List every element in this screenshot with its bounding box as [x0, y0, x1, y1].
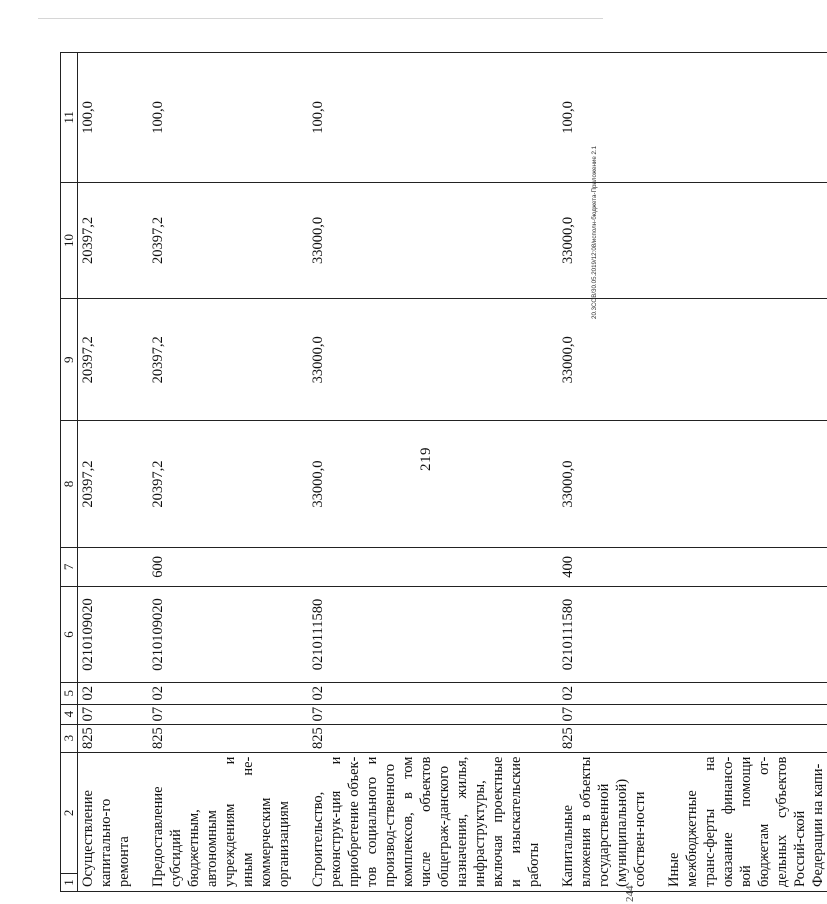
cell-col-8: [649, 421, 827, 547]
cell-col-5: 02: [293, 682, 543, 704]
cell-col-7: [293, 547, 543, 587]
page-number: 219: [418, 447, 434, 471]
cell-col-9: [649, 299, 827, 421]
budget-table: [60, 52, 827, 892]
cell-col-5: 02: [133, 682, 293, 704]
cell-col-7: 400: [543, 547, 649, 587]
row-name: Капитальные вложения в объекты государственной (муниципальной) собствен-ности: [543, 752, 649, 891]
col-header-11: 11: [61, 53, 78, 183]
cell-col-7: [78, 547, 134, 587]
table-row: [649, 53, 827, 892]
cell-col-8: 20397,2: [78, 421, 134, 547]
cell-col-4: [649, 704, 827, 724]
cell-col-5: 02: [78, 682, 134, 704]
cell-col-11: 100,0: [293, 53, 543, 183]
cell-col-8: 33000,0: [543, 421, 649, 547]
cell-col-6: 0210109020: [133, 587, 293, 683]
col-header-3: 3: [61, 724, 78, 752]
bottom-page-number: 244: [624, 885, 636, 902]
cell-col-10: 33000,0: [543, 182, 649, 298]
cell-col-3: 825: [133, 724, 293, 752]
cell-col-8: 20397,2: [133, 421, 293, 547]
cell-col-9: 20397,2: [133, 299, 293, 421]
cell-col-7: [649, 547, 827, 587]
column-numbers-row: [61, 53, 78, 892]
cell-col-4: 07: [78, 704, 134, 724]
cell-col-5: 02: [543, 682, 649, 704]
cell-col-9: 33000,0: [293, 299, 543, 421]
cell-col-6: 0210109020: [78, 587, 134, 683]
cell-col-11: 100,0: [78, 53, 134, 183]
cell-col-3: 825: [293, 724, 543, 752]
col-header-1: 1: [61, 874, 78, 892]
cell-col-3: [649, 724, 827, 752]
col-header-8: 8: [61, 421, 78, 547]
row-name: Предоставление субсидий бюджетным, автономным учреждениям и иным не-коммерческим организациям: [133, 752, 293, 891]
cell-col-11: 100,0: [543, 53, 649, 183]
cell-col-4: 07: [133, 704, 293, 724]
cell-col-3: 825: [543, 724, 649, 752]
cell-col-9: 33000,0: [543, 299, 649, 421]
col-header-2: 2: [61, 752, 78, 873]
row-name: Осуществление капитально-го ремонта: [78, 752, 134, 891]
cell-col-10: [649, 182, 827, 298]
cell-col-6: 0210111580: [293, 587, 543, 683]
cell-col-6: 0210111580: [543, 587, 649, 683]
table-row: [78, 53, 134, 892]
cell-col-4: 07: [543, 704, 649, 724]
col-header-5: 5: [61, 682, 78, 704]
row-name: Строительство, реконструк-ция и приобретение объек-тов социального и производ-ственного комплексов, в том числе объектов общеграж-данского назначения, жилья, инфраструктуры, включая проектные и изыскательские работы: [293, 752, 543, 891]
cell-col-10: 33000,0: [293, 182, 543, 298]
cell-col-10: 20397,2: [133, 182, 293, 298]
col-header-9: 9: [61, 299, 78, 421]
cell-col-9: 20397,2: [78, 299, 134, 421]
col-header-10: 10: [61, 182, 78, 298]
col-header-7: 7: [61, 547, 78, 587]
row-name: Иные межбюджетные транс-ферты на оказание финансо-вой помощи бюджетам от-дельных субъектов Россий-ской Федерации на капи-: [649, 752, 827, 891]
cell-col-5: [649, 682, 827, 704]
col-header-4: 4: [61, 704, 78, 724]
cell-col-3: 825: [78, 724, 134, 752]
cell-col-11: [649, 53, 827, 183]
cell-col-8: 33000,0: [293, 421, 543, 547]
cell-col-10: 20397,2: [78, 182, 134, 298]
footer-text: 20.3СОВ/30.05.2019/12:08/исполн-бюджета-Приложение 2.1: [591, 145, 598, 319]
table-row: [133, 53, 293, 892]
cell-col-11: 100,0: [133, 53, 293, 183]
cell-col-6: [649, 587, 827, 683]
table-row: [293, 53, 543, 892]
col-header-6: 6: [61, 587, 78, 683]
cell-col-7: 600: [133, 547, 293, 587]
cell-col-4: 07: [293, 704, 543, 724]
